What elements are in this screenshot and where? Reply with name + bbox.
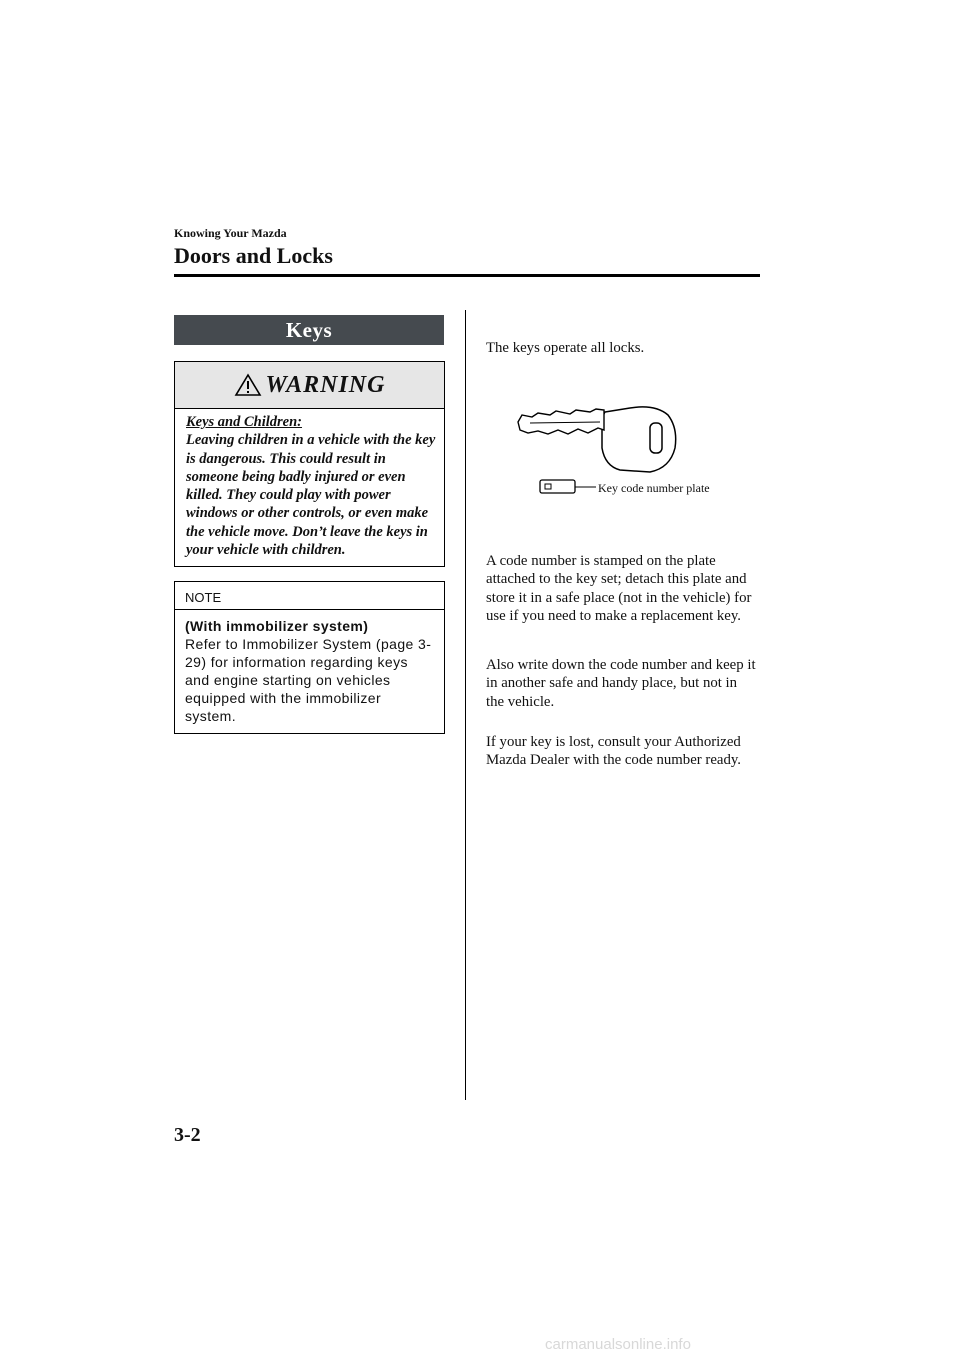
warning-body — [175, 409, 444, 559]
warning-header — [175, 362, 444, 409]
warning-heading: WARNING — [265, 371, 386, 398]
note-subtitle: (With immobilizer system) — [185, 618, 369, 634]
keys-section-banner — [174, 315, 444, 345]
warning-box — [174, 361, 445, 567]
warning-triangle-icon — [234, 373, 262, 397]
section-label: Knowing Your Mazda — [174, 226, 287, 240]
code-number-paragraph: A code number is stamped on the plate attached to the key set; detach this plate and store it in a safe place (not in the vehicle) for use if you need to make a replacement key. — [486, 553, 752, 625]
write-down-paragraph: Also write down the code number and keep it in another safe and handy place, but not in the vehicle. — [486, 657, 756, 710]
watermark: carmanualsonline.info — [545, 1336, 691, 1353]
note-box — [174, 581, 445, 734]
title-rule — [174, 274, 760, 277]
note-text: Refer to Immobilizer System (page 3-29) for information regarding keys and engine starting on vehicles equipped with the immobilizer system. — [185, 636, 432, 724]
page-number: 3-2 — [174, 1124, 201, 1146]
page-title: Doors and Locks — [174, 243, 333, 268]
warning-subtitle: Keys and Children: — [186, 414, 303, 430]
keys-banner-label: Keys — [285, 317, 333, 342]
note-heading: NOTE — [175, 582, 444, 610]
note-body — [175, 610, 444, 725]
warning-text: Leaving children in a vehicle with the key is dangerous. This could result in someone being badly injured or even killed. They could play with power windows or other controls, or even make the vehicle move. Don’t leave the keys in your vehicle with children. — [186, 432, 436, 559]
column-divider — [465, 310, 466, 1100]
lost-key-paragraph: If your key is lost, consult your Authorized Mazda Dealer with the code number ready. — [486, 734, 741, 769]
key-code-plate-caption: Key code number plate — [598, 481, 710, 495]
keys-intro-text: The keys operate all locks. — [486, 340, 645, 356]
